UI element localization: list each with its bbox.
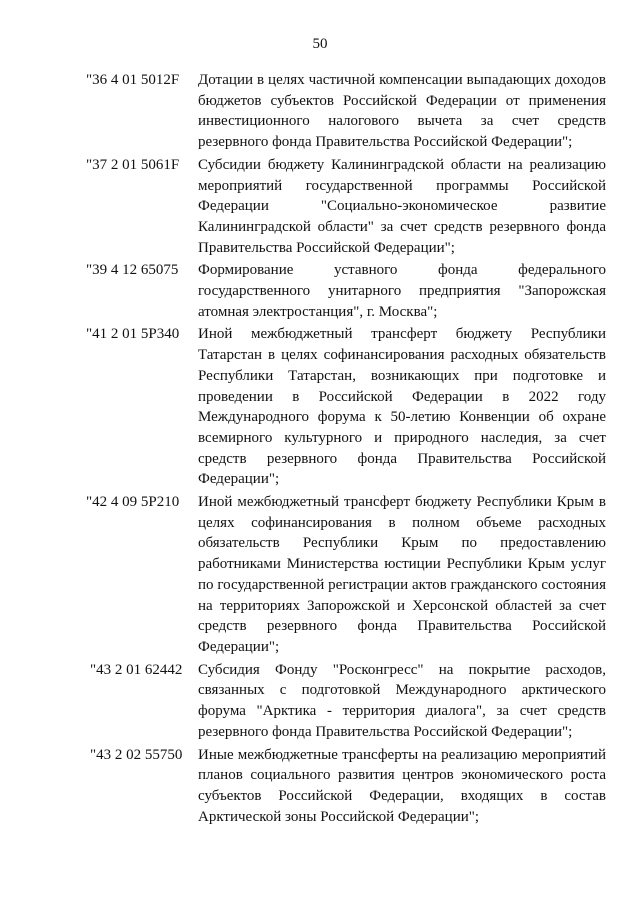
list-item [86,492,606,658]
budget-code: "43 2 01 62442 [90,661,183,678]
budget-item-description: Иные межбюджетные трансферты на реализацию мероприятий планов социального развития центров экономического роста субъектов Российской Федерации, входящих в состав Арктической зоны Российской Федерации"; [198,746,606,825]
budget-item-description: Иной межбюджетный трансферт бюджету Республики Татарстан в целях софинансирования расходных обязательств Республики Татарстан, возникающих при подготовке и проведении в Российской Федерации в 2022 году Международного форума к 50-летию Конвенции об охране всемирного культурного и природного наследия, за счет средств резервного фонда Правительства Российской Федерации"; [198,326,606,488]
budget-code: "37 2 01 5061F [86,156,180,173]
list-item [86,660,606,743]
budget-code: "39 4 12 65075 [86,262,179,279]
list-item [86,260,606,322]
list-item [86,155,606,259]
budget-item-description: Субсидии бюджету Калининградской области на реализацию мероприятий государственной программы Российской Федерации "Социально-экономическое развитие Калининградской области" за счет средств резервного фонда Правительства Российской Федерации"; [198,156,606,256]
budget-item-description: Субсидия Фонду "Росконгресс" на покрытие расходов, связанных с подготовкой Международного арктического форума "Арктика - территория диалога", за счет средств резервного фонда Правительства Российской Федерации"; [198,661,606,740]
budget-code: "42 4 09 5Р210 [86,494,180,511]
budget-item-description: Дотации в целях частичной компенсации выпадающих доходов бюджетов субъектов Российской Федерации от применения инвестиционного налогового вычета за счет средств резервного фонда Правительства Российской Федерации"; [198,72,606,151]
budget-code: "36 4 01 5012F [86,72,180,88]
budget-code: "43 2 02 55750 [90,746,183,763]
page-number: 50 [312,36,328,52]
list-item [86,745,606,828]
list-item [86,324,606,490]
list-item [86,70,606,153]
budget-item-description: Формирование уставного фонда федерального государственного унитарного предприятия "Запорожская атомная электростанция", г. Москва"; [198,262,606,320]
budget-code: "41 2 01 5Р340 [86,326,180,343]
budget-item-description: Иной межбюджетный трансферт бюджету Республики Крым в целях софинансирования в полном объеме расходных обязательств Республики Крым по предоставлению работниками Министерства юстиции Республики Крым услуг по государственной регистрации актов гражданского состояния на территориях Запорожской и Херсонской областей за счет средств резервного фонда Правительства Российской Федерации"; [198,494,606,655]
budget-code-list [86,70,606,829]
